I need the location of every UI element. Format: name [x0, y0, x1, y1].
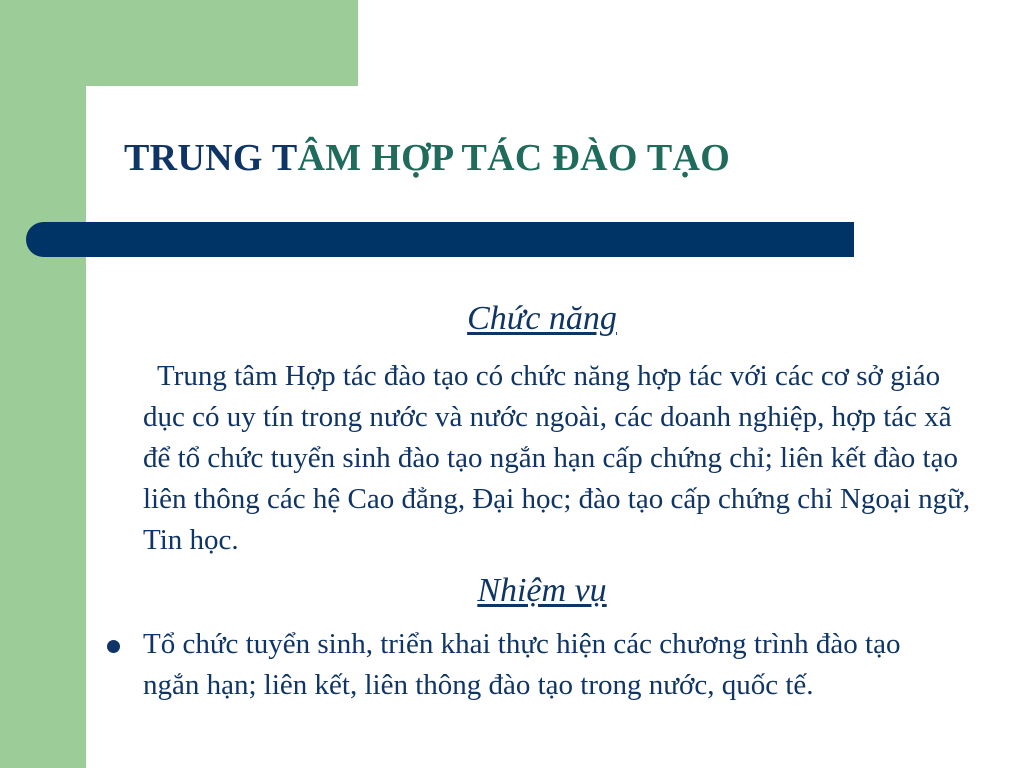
- bullet-dot-icon: [107, 640, 120, 653]
- title-divider-bar: [26, 222, 854, 257]
- left-accent-band: [0, 0, 86, 768]
- top-accent-band: [0, 0, 358, 86]
- slide-title-part1: TRUNG T: [124, 137, 298, 179]
- section-heading-tasks: Nhiệm vụ: [477, 572, 607, 609]
- slide-title-part2: ÂM HỢP TÁC ĐÀO TẠO: [297, 137, 731, 179]
- section-heading-function: Chức năng: [467, 300, 617, 337]
- task-bullet-item: Tổ chức tuyển sinh, triển khai thực hiện các chương trình đào tạo ngắn hạn; liên kết, liên thông đào tạo trong nước, quốc tế.: [143, 628, 901, 701]
- slide-title: [124, 136, 730, 180]
- function-paragraph: Trung tâm Hợp tác đào tạo có chức năng hợp tác với các cơ sở giáo dục có uy tín trong nước và nước ngoài, các doanh nghiệp, hợp tác xã để tổ chức tuyển sinh đào tạo ngắn hạn cấp chứng chỉ; liên kết đào tạo liên thông các hệ Cao đẳng, Đại học; đào tạo cấp chứng chỉ Ngoại ngữ, Tin học.: [143, 360, 971, 556]
